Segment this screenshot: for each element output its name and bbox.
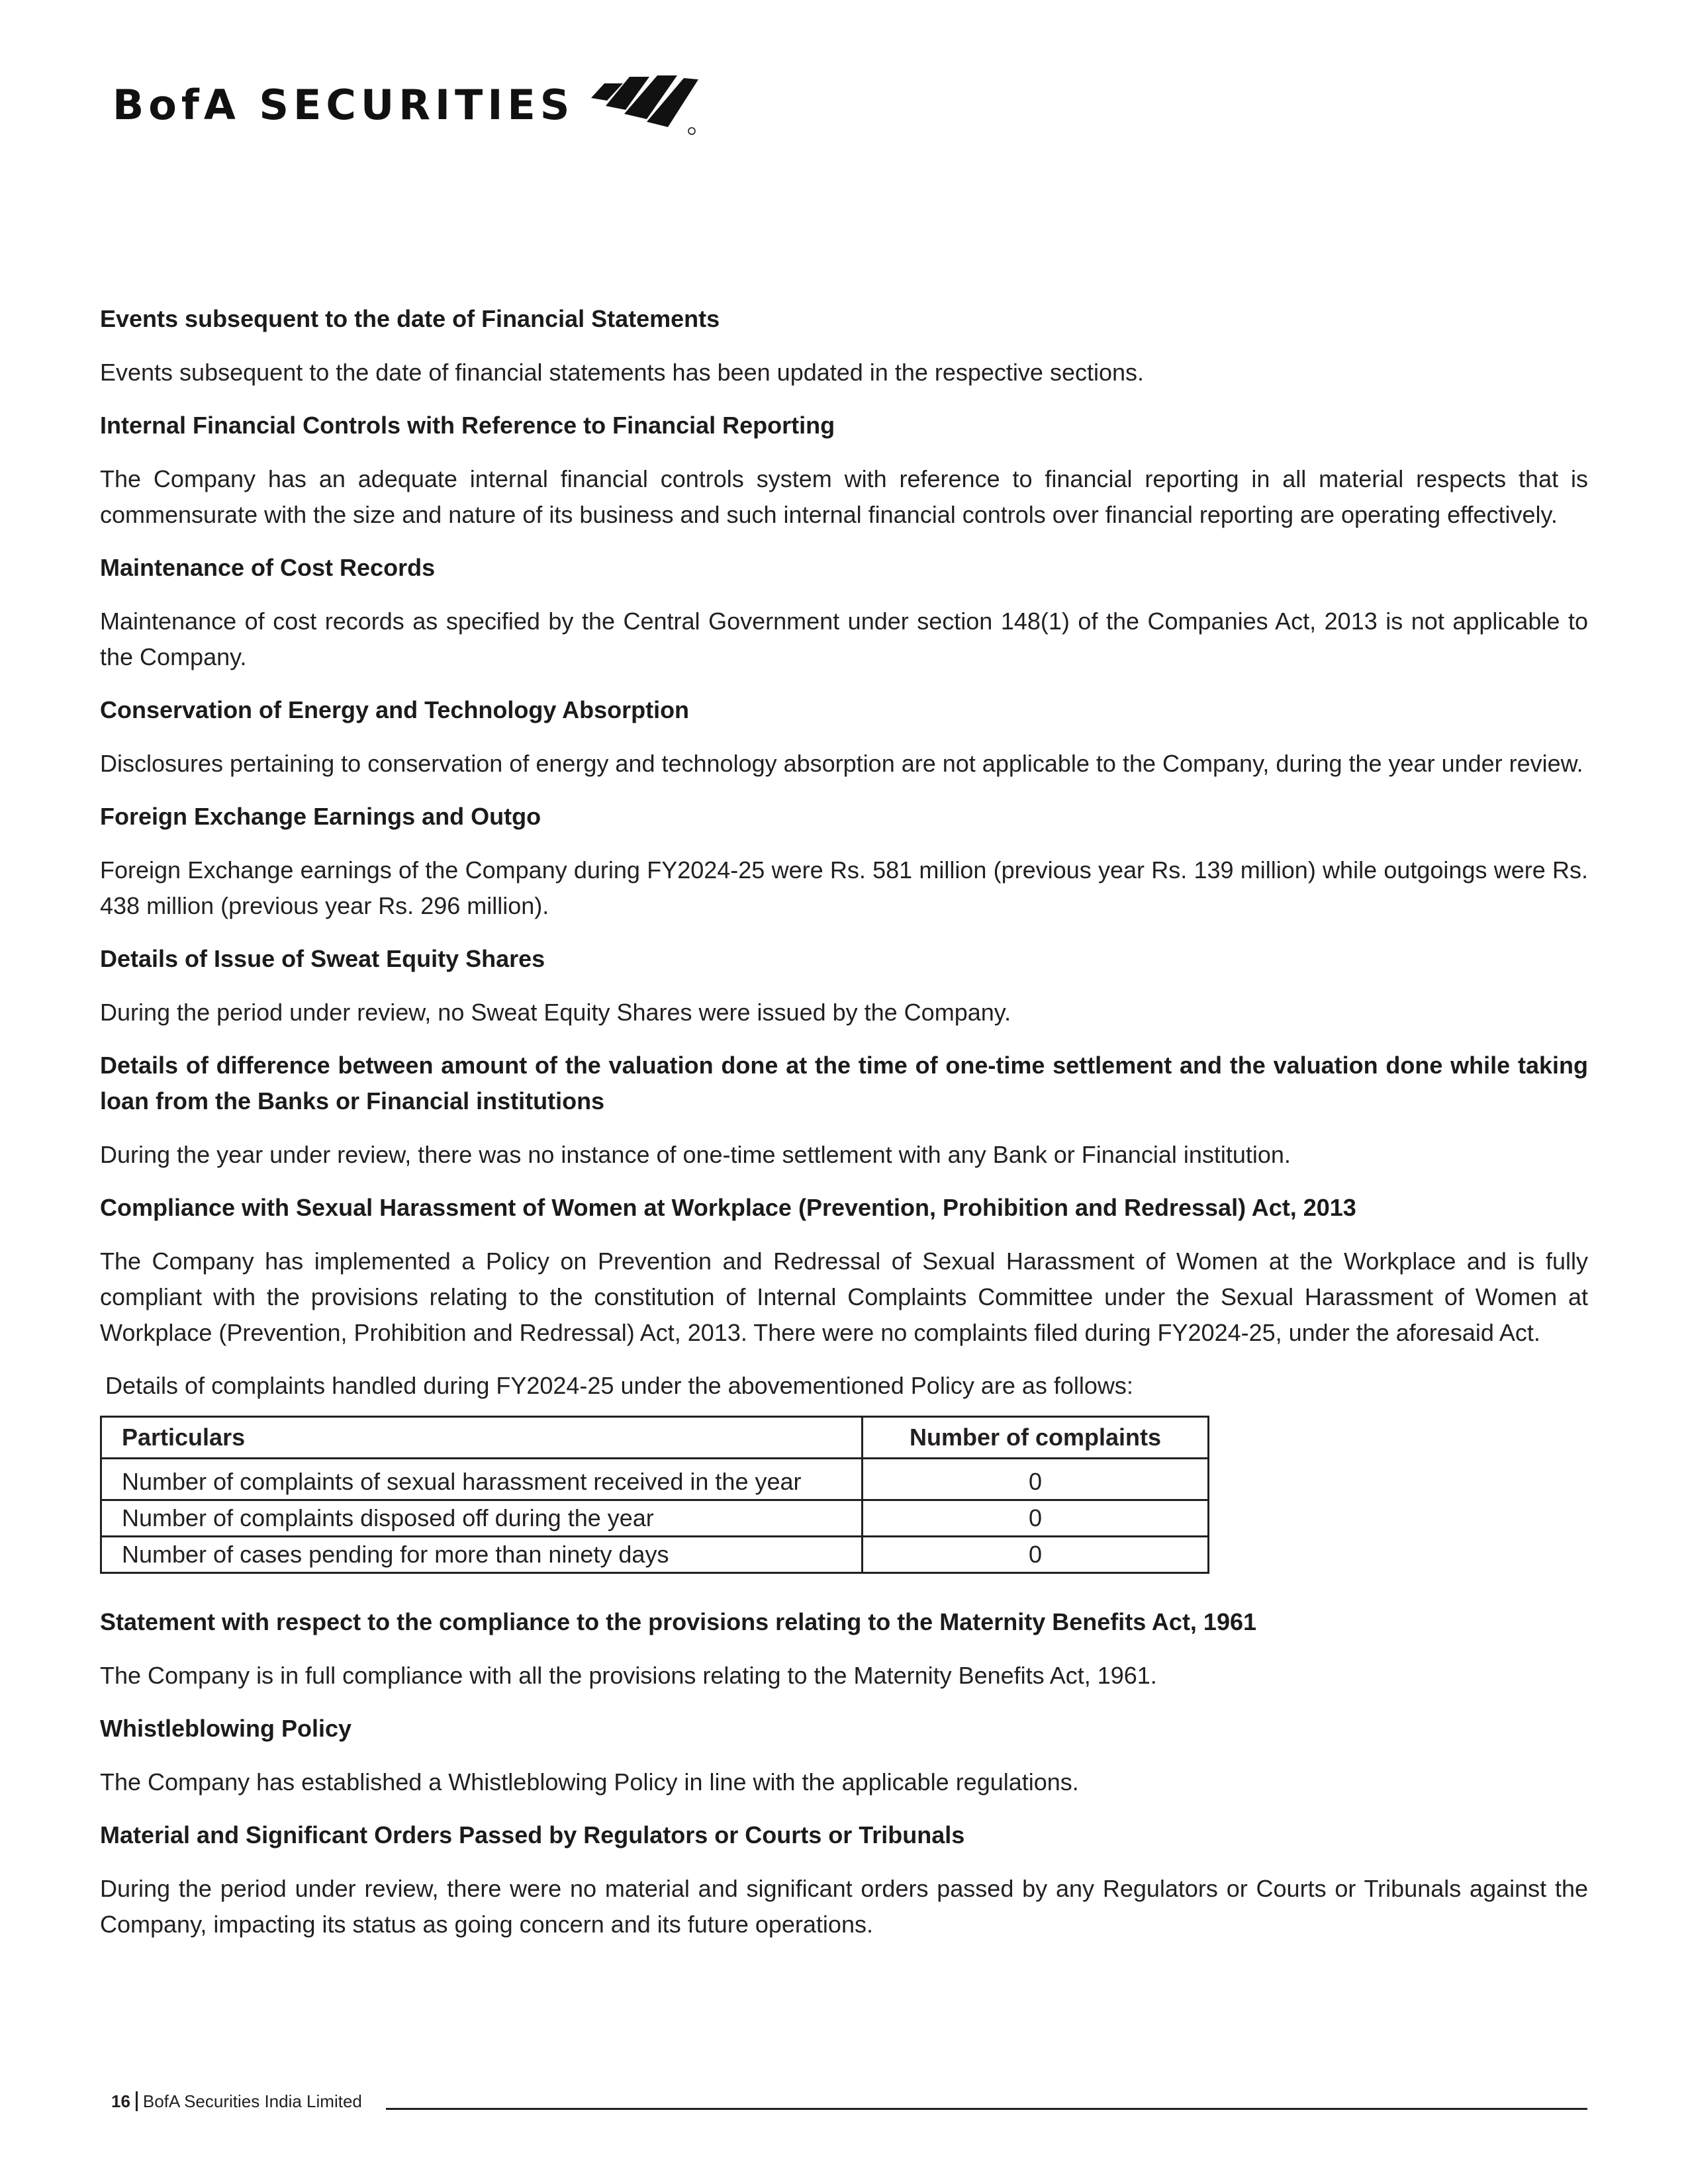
section-whistleblowing (100, 1711, 1588, 1800)
section-regulator-orders (100, 1817, 1588, 1942)
section-heading: Maintenance of Cost Records (100, 554, 436, 581)
section-heading: Internal Financial Controls with Reference to Financial Reporting (100, 412, 835, 439)
section-paragraph: During the year under review, there was no instance of one-time settlement with any Bank or Financial institution. (100, 1141, 1291, 1168)
section-valuation-difference (100, 1048, 1588, 1173)
section-heading: Statement with respect to the compliance to the provisions relating to the Maternity Benefits Act, 1961 (100, 1608, 1257, 1635)
table-row (101, 1459, 1209, 1500)
column-header-particulars: Particulars (101, 1417, 863, 1459)
section-paragraph: The Company is in full compliance with all the provisions relating to the Maternity Benefits Act, 1961. (100, 1662, 1157, 1689)
page-footer (111, 2085, 1587, 2111)
column-header-number-of-complaints: Number of complaints (863, 1417, 1209, 1459)
logo-wordmark: BofA SECURITIES (113, 80, 575, 129)
page-number: 16 (111, 2091, 138, 2111)
section-paragraph: Events subsequent to the date of financial statements has been updated in the respective sections. (100, 359, 1145, 386)
section-paragraph: During the period under review, there were no material and significant orders passed by any Regulators or Courts or Tribunals against the Company, impacting its status as going concern and its future operations. (100, 1875, 1588, 1938)
flag-stripes-icon (586, 71, 698, 138)
section-heading: Events subsequent to the date of Financial Statements (100, 305, 720, 332)
section-heading: Material and Significant Orders Passed by Regulators or Courts or Tribunals (100, 1821, 965, 1848)
section-sweat-equity (100, 941, 1588, 1030)
table-row (101, 1500, 1209, 1537)
section-heading: Whistleblowing Policy (100, 1715, 352, 1742)
section-heading: Foreign Exchange Earnings and Outgo (100, 803, 541, 830)
table-intro: Details of complaints handled during FY2024-25 under the abovementioned Policy are as follows: (105, 1372, 1133, 1399)
section-paragraph: Maintenance of cost records as specified by the Central Government under section 148(1) of the Companies Act, 2013 is not applicable to the Company. (100, 608, 1588, 670)
table-row (101, 1537, 1209, 1573)
complaints-table (100, 1416, 1209, 1574)
bofa-securities-logo (113, 71, 698, 138)
section-paragraph: Disclosures pertaining to conservation of energy and technology absorption are not applicable to the Company, during the year under review. (100, 750, 1583, 777)
section-paragraph: Foreign Exchange earnings of the Company during FY2024-25 were Rs. 581 million (previous year Rs. 139 million) while outgoings were Rs. 438 million (previous year Rs. 296 million). (100, 856, 1588, 919)
section-internal-financial-controls (100, 408, 1588, 533)
table-cell-particular: Number of complaints of sexual harassment received in the year (101, 1459, 863, 1500)
section-maternity-benefits (100, 1604, 1588, 1694)
table-cell-count: 0 (863, 1459, 1209, 1500)
section-paragraph: The Company has implemented a Policy on Prevention and Redressal of Sexual Harassment of Women at the Workplace and is fully compliant with the provisions relating to the constitution of Internal Complaints Committee under the Sexual Harassment of Women at Workplace (Prevention, Prohibition and Redressal) Act, 2013. There were no complaints filed during FY2024-25, under the aforesaid Act. (100, 1248, 1588, 1346)
table-cell-particular: Number of cases pending for more than ninety days (101, 1537, 863, 1573)
section-heading: Compliance with Sexual Harassment of Women at Workplace (Prevention, Prohibition and Redressal) Act, 2013 (100, 1194, 1356, 1221)
footer-rule (386, 2108, 1587, 2110)
table-cell-count: 0 (863, 1500, 1209, 1537)
table-cell-particular: Number of complaints disposed off during the year (101, 1500, 863, 1537)
section-heading: Details of Issue of Sweat Equity Shares (100, 945, 545, 972)
table-header-row (101, 1417, 1209, 1459)
section-events-subsequent (100, 301, 1588, 390)
section-foreign-exchange (100, 799, 1588, 924)
section-heading: Conservation of Energy and Technology Absorption (100, 696, 690, 723)
table-cell-count: 0 (863, 1537, 1209, 1573)
section-paragraph: The Company has established a Whistleblowing Policy in line with the applicable regulations. (100, 1768, 1079, 1796)
section-cost-records (100, 550, 1588, 675)
section-paragraph: During the period under review, no Sweat Equity Shares were issued by the Company. (100, 999, 1011, 1026)
section-paragraph: The Company has an adequate internal financial controls system with reference to financial reporting in all material respects that is commensurate with the size and nature of its business and such internal financial controls over financial reporting are operating effectively. (100, 465, 1588, 528)
document-body (100, 301, 1588, 1960)
section-energy-conservation (100, 692, 1588, 782)
section-heading: Details of difference between amount of the valuation done at the time of one-time settlement and the valuation done while taking loan from the Banks or Financial institutions (100, 1052, 1588, 1115)
footer-company-name: BofA Securities India Limited (142, 2091, 362, 2111)
section-sexual-harassment-compliance (100, 1190, 1588, 1574)
